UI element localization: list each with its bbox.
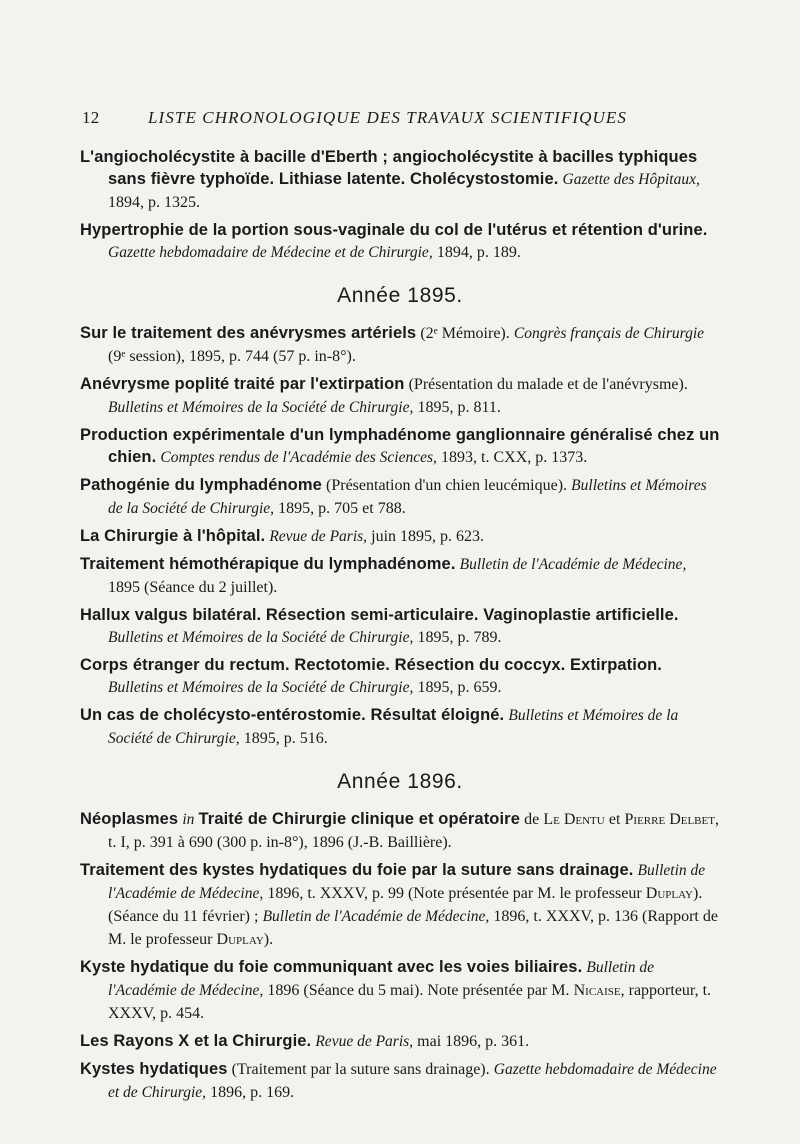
entry-title: Kystes hydatiques	[80, 1060, 228, 1078]
entry-de: de	[524, 811, 540, 828]
entry-reference: 1896, p. 169.	[210, 1084, 295, 1101]
section-heading-1896: Année 1896.	[337, 770, 463, 793]
entry-note: (2ᵉ Mémoire).	[420, 325, 510, 342]
entry-journal: Congrès français de Chirurgie	[513, 325, 705, 342]
entry-reference: 1895, p. 789.	[417, 629, 502, 646]
entry-title: Anévrysme poplité traité par l'extirpation	[80, 375, 405, 393]
bibliography-entry	[80, 373, 720, 419]
bibliography-entry	[80, 1058, 720, 1104]
entry-title: Les Rayons X et la Chirurgie.	[80, 1032, 312, 1050]
bibliography-entry	[80, 1030, 720, 1053]
entry-reference: juin 1895, p. 623.	[371, 528, 485, 545]
entry-reference: ). (Séance du 11 février) ;	[108, 885, 703, 925]
content	[80, 146, 720, 1109]
entry-journal: Bulletin de l'Académie de Médecine,	[459, 556, 687, 573]
entry-title: Pathogénie du lymphadénome	[80, 476, 322, 494]
bibliography-entry	[80, 146, 720, 214]
bibliography-entry	[80, 654, 720, 699]
entry-reference: 1896, t. XXXV, p. 99 (Note présentée par M. le professeur	[267, 885, 642, 902]
bibliography-entry	[80, 553, 720, 599]
author-name: Nicaise	[573, 982, 621, 999]
entry-journal: Bulletin de l'Académie de Médecine,	[108, 862, 706, 902]
entry-et: et	[608, 811, 621, 828]
bibliography-entry	[80, 859, 720, 951]
entry-reference: , rapporteur, t. XXXV, p. 454.	[108, 982, 712, 1022]
entry-title: Corps étranger du rectum. Rectotomie. Résection du coccyx. Extirpation.	[80, 656, 662, 674]
entry-title: Un cas de cholécysto-entérostomie. Résultat éloigné.	[80, 706, 505, 724]
bibliography-entry	[80, 808, 720, 854]
entry-reference: 1895, p. 659.	[417, 679, 502, 696]
entry-journal: Gazette hebdomadaire de Médecine et de Chirurgie,	[108, 1061, 717, 1101]
entry-title: Production expérimentale d'un lymphadénome ganglionnaire généralisé chez un chien.	[80, 426, 720, 466]
entry-title: Kyste hydatique du foie communiquant avec les voies biliaires.	[80, 958, 583, 976]
entry-title: Traité de Chirurgie clinique et opératoire	[198, 810, 520, 828]
entry-note: (Présentation du malade et de l'anévrysme).	[408, 376, 688, 393]
entry-reference: 1895, p. 516.	[243, 730, 328, 747]
entry-title: Sur le traitement des anévrysmes artériels	[80, 324, 417, 342]
entry-title: La Chirurgie à l'hôpital.	[80, 527, 266, 545]
entry-title: L'angiocholécystite à bacille d'Eberth ; angiocholécystite à bacilles typhiques sans fièvre typhoïde. Lithiase latente. Cholécystostomie.	[80, 148, 698, 188]
entry-title: Traitement des kystes hydatiques du foie par la suture sans drainage.	[80, 861, 634, 879]
entry-journal: Bulletins et Mémoires de la Société de Chirurgie,	[108, 707, 679, 747]
entry-reference: 1896, t. XXXV, p. 136 (Rapport de M. le professeur	[108, 908, 718, 948]
entry-reference: , t. I, p. 391 à 690 (300 p. in-8°), 1896 (J.-B. Baillière).	[108, 811, 719, 851]
entry-reference: 1895, p. 811.	[417, 399, 501, 416]
entry-note: (Présentation d'un chien leucémique).	[326, 477, 568, 494]
bibliography-entry	[80, 525, 720, 548]
entry-note: (Traitement par la suture sans drainage).	[231, 1061, 490, 1078]
bibliography-entry	[80, 424, 720, 469]
entry-journal: Bulletins et Mémoires de la Société de Chirurgie,	[108, 399, 414, 416]
bibliography-entry	[80, 704, 720, 750]
entry-journal: Bulletins et Mémoires de la Société de Chirurgie,	[108, 629, 414, 646]
entry-journal: Comptes rendus de l'Académie des Sciences,	[160, 449, 437, 466]
entry-journal: Bulletins et Mémoires de la Société de Chirurgie,	[108, 477, 707, 517]
page-number: 12	[82, 108, 100, 127]
entry-reference: 1894, p. 1325.	[108, 194, 200, 211]
entry-reference: (9ᵉ session), 1895, p. 744 (57 p. in-8°).	[108, 348, 356, 365]
entry-title-prefix: Néoplasmes	[80, 810, 179, 828]
entry-title: Traitement hémothérapique du lymphadénome.	[80, 555, 456, 573]
entry-reference: 1896 (Séance du 5 mai). Note présentée par M.	[267, 982, 570, 999]
bibliography-entry	[80, 322, 720, 368]
author-name: Duplay	[645, 885, 693, 902]
entry-title: Hallux valgus bilatéral. Résection semi-articulaire. Vaginoplastie artificielle.	[80, 606, 679, 624]
entry-reference: 1893, t. CXX, p. 1373.	[441, 449, 588, 466]
author-name: Pierre Delbet	[624, 811, 715, 828]
entry-journal: Gazette hebdomadaire de Médecine et de Chirurgie,	[108, 244, 433, 261]
bibliography-entry	[80, 219, 720, 264]
author-name: Duplay	[216, 931, 264, 948]
entry-journal: Bulletins et Mémoires de la Société de Chirurgie,	[108, 679, 414, 696]
entry-journal: Bulletin de l'Académie de Médecine,	[262, 908, 490, 925]
entry-reference: mai 1896, p. 361.	[417, 1033, 530, 1050]
bibliography-entry	[80, 604, 720, 649]
running-title: LISTE CHRONOLOGIQUE DES TRAVAUX SCIENTIFIQUES	[148, 108, 627, 127]
entry-journal: Revue de Paris,	[315, 1033, 414, 1050]
entry-in-word: in	[182, 811, 195, 828]
entry-reference: ).	[263, 931, 274, 948]
bibliography-entry	[80, 474, 720, 520]
author-name: Le Dentu	[543, 811, 605, 828]
bibliography-entry	[80, 956, 720, 1025]
entry-journal: Gazette des Hôpitaux,	[562, 171, 700, 188]
entry-reference: 1895, p. 705 et 788.	[278, 500, 406, 517]
entry-journal: Revue de Paris,	[269, 528, 368, 545]
entry-reference: 1895 (Séance du 2 juillet).	[108, 579, 278, 596]
section-heading-1895: Année 1895.	[337, 284, 463, 307]
entry-journal: Bulletin de l'Académie de Médecine,	[108, 959, 654, 999]
entry-reference: 1894, p. 189.	[436, 244, 521, 261]
entry-title: Hypertrophie de la portion sous-vaginale du col de l'utérus et rétention d'urine.	[80, 221, 708, 239]
